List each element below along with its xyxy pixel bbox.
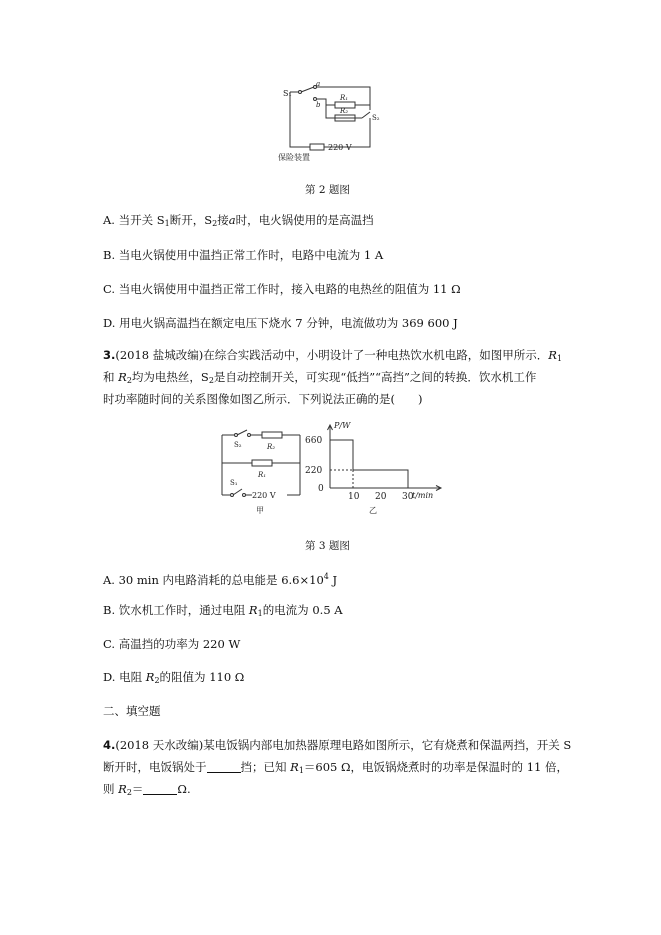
q2-fig-s1: S₁ — [283, 89, 292, 98]
power-curve — [330, 440, 408, 488]
q3-stem-line3: 时功率随时间的关系图像如图乙所示．下列说法正确的是( ) — [103, 392, 423, 406]
q3-power-time-graph — [300, 420, 450, 520]
q3-fig-ytick-220: 220 — [305, 466, 323, 476]
q3-fig-xtick-10: 10 — [348, 492, 360, 502]
q3-fig-s2: S₂ — [234, 441, 242, 449]
q3-fig-r2: R₂ — [267, 443, 276, 451]
q3-fig-r1: R₁ — [258, 471, 267, 479]
q3-option-d: D. 电阻 $R_2$的阻值为 110 Ω — [103, 670, 245, 685]
q2-fig-b: b — [316, 101, 321, 109]
q3-option-c: C. 高温挡的功率为 220 W — [103, 637, 241, 651]
q3-fig-label-right: 乙 — [369, 506, 377, 515]
q3-fig-axis-x: t/min — [412, 491, 434, 500]
q2-caption: 第 2 题图 — [305, 184, 350, 196]
section-heading-fill-in: 二、填空题 — [103, 704, 161, 718]
q2-option-b: B. 当电火锅使用中温挡正常工作时，电路中电流为 1 A — [103, 248, 384, 262]
q2-fig-r2: R₂ — [340, 107, 349, 115]
q3-option-a: A. 30 min 内电路消耗的总电能是 $6.6\times 10^4$ J — [103, 572, 338, 587]
q2-fig-a: a — [316, 80, 321, 88]
q2-fig-r1: R₁ — [340, 94, 349, 102]
q4-stem-line2: 断开时，电饭锅处于 挡；已知 $R_1=605$ Ω，电饭锅烧煮时的功率是保温时的 11 倍， — [103, 760, 569, 775]
q3-option-b: B. 饮水机工作时，通过电阻 $R_1$的电流为 0.5 A — [103, 603, 343, 618]
q3-caption: 第 3 题图 — [305, 540, 350, 552]
q2-option-a: A. 当开关 $S_1$断开，$S_2$接a时，电火锅使用的是高温挡 — [103, 213, 374, 228]
q3-fig-ytick-660: 660 — [305, 436, 323, 446]
q3-fig-xtick-30: 30 — [402, 492, 414, 502]
q2-fig-fuse-label: 保险装置 — [278, 153, 310, 162]
q3-fig-s1: S₁ — [230, 479, 238, 487]
q3-fig-voltage: 220 V — [252, 491, 276, 500]
q3-fig-axis-y: P/W — [334, 421, 351, 430]
q4-blank-1[interactable] — [207, 761, 241, 773]
q4-stem-line3: 则 $R_2= \Omega$. — [103, 782, 191, 797]
q3-fig-xtick-20: 20 — [375, 492, 387, 502]
q3-fig-ytick-0: 0 — [318, 484, 324, 494]
q4-stem-line1: 4.(2018 天水改编)某电饭锅内部电加热器原理电路如图所示，它有烧煮和保温两挡，开关 S — [103, 738, 572, 752]
q4-blank-2[interactable] — [143, 783, 177, 795]
q2-option-c: C. 当电火锅使用中温挡正常工作时，接入电路的电热丝的阻值为 11 Ω — [103, 282, 461, 296]
q3-fig-label-left: 甲 — [256, 506, 264, 515]
q3-stem-line1: 3.(2018 盐城改编)在综合实践活动中，小明设计了一种电热饮水机电路，如图甲所示．$R_1$ — [103, 348, 563, 363]
q2-fig-voltage: 220 V — [328, 143, 352, 152]
q2-circuit-diagram — [270, 80, 390, 165]
q3-stem-line2: 和 $R_2$均为电热丝，$S_2$是自动控制开关，可实现“低挡”“高挡”之间的转换．饮水机工作 — [103, 370, 537, 385]
q2-fig-s2: S₂ — [372, 114, 380, 122]
q2-option-d: D. 用电火锅高温挡在额定电压下烧水 7 分钟，电流做功为 369 600 J — [103, 316, 458, 330]
